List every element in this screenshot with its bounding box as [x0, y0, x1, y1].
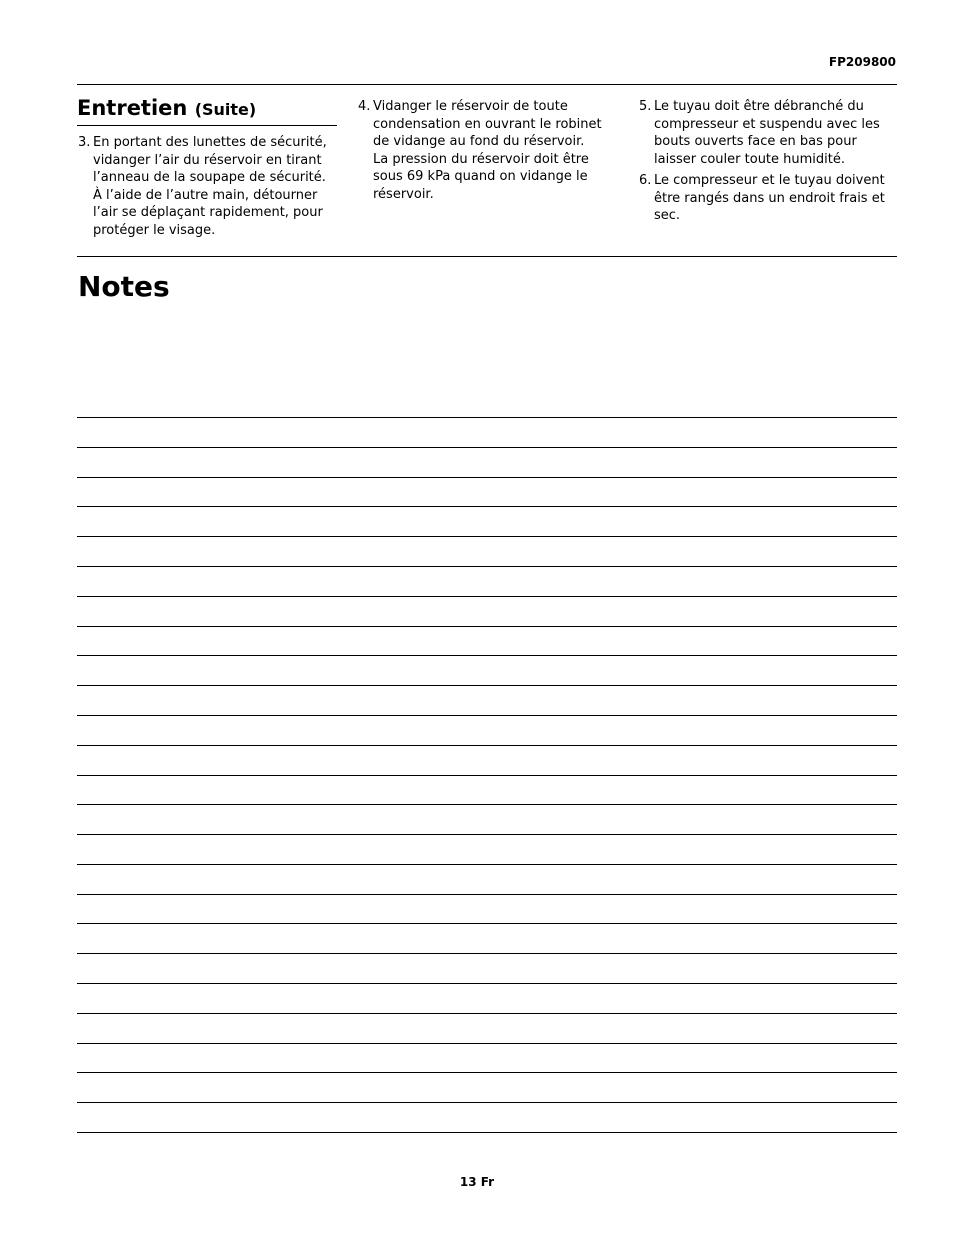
note-line	[77, 447, 897, 448]
note-line	[77, 953, 897, 954]
note-line	[77, 923, 897, 924]
page-number: 13 Fr	[459, 1175, 495, 1189]
note-line	[77, 804, 897, 805]
note-line	[77, 626, 897, 627]
item-text: Vidanger le réservoir de toute condensation en ouvrant le robinet de vidange au fond du réservoir.	[373, 99, 602, 149]
item-text: Le tuyau doit être débranché du compresseur et suspendu avec les bouts ouverts face en bas pour laisser couler toute humidité.	[654, 99, 880, 167]
list-item-5	[638, 98, 896, 168]
item-text: Le compresseur et le tuyau doivent être rangés dans un endroit frais et sec.	[654, 173, 885, 223]
document-id: FP209800	[828, 55, 896, 69]
note-line	[77, 655, 897, 656]
note-line	[77, 417, 897, 418]
note-line	[77, 1072, 897, 1073]
note-line	[77, 536, 897, 537]
note-line	[77, 1132, 897, 1133]
item-number: 4.	[358, 99, 371, 114]
item-number: 3.	[78, 135, 91, 150]
note-line	[77, 864, 897, 865]
column-2	[357, 98, 619, 207]
item-note: La pression du réservoir doit être sous 69 kPa quand on vidange le réservoir.	[373, 151, 589, 202]
note-line	[77, 506, 897, 507]
column-3	[638, 98, 896, 229]
note-line	[77, 1013, 897, 1014]
note-line	[77, 596, 897, 597]
note-line	[77, 834, 897, 835]
notes-title: Notes	[78, 270, 170, 303]
section-title-suffix: (Suite)	[194, 100, 257, 119]
list-item-3	[77, 134, 337, 239]
item-number: 6.	[639, 173, 652, 188]
section-title: Entretien	[77, 96, 188, 120]
middle-rule	[77, 256, 897, 257]
note-line	[77, 745, 897, 746]
note-line	[77, 983, 897, 984]
section-heading	[77, 96, 337, 126]
list-item-4	[357, 98, 619, 203]
note-line	[77, 566, 897, 567]
note-line	[77, 715, 897, 716]
note-line	[77, 775, 897, 776]
note-line	[77, 685, 897, 686]
note-line	[77, 1102, 897, 1103]
item-number: 5.	[639, 99, 652, 114]
note-line	[77, 894, 897, 895]
note-line	[77, 477, 897, 478]
note-line	[77, 1043, 897, 1044]
item-text: En portant des lunettes de sécurité, vidanger l’air du réservoir en tirant l’anneau de la soupape de sécurité. À l’aide de l’autre main, détourner l’air se déplaçant rapidement, pour protéger le visage.	[93, 135, 327, 238]
top-rule	[77, 84, 897, 85]
list-item-6	[638, 172, 896, 225]
column-1	[77, 96, 337, 243]
